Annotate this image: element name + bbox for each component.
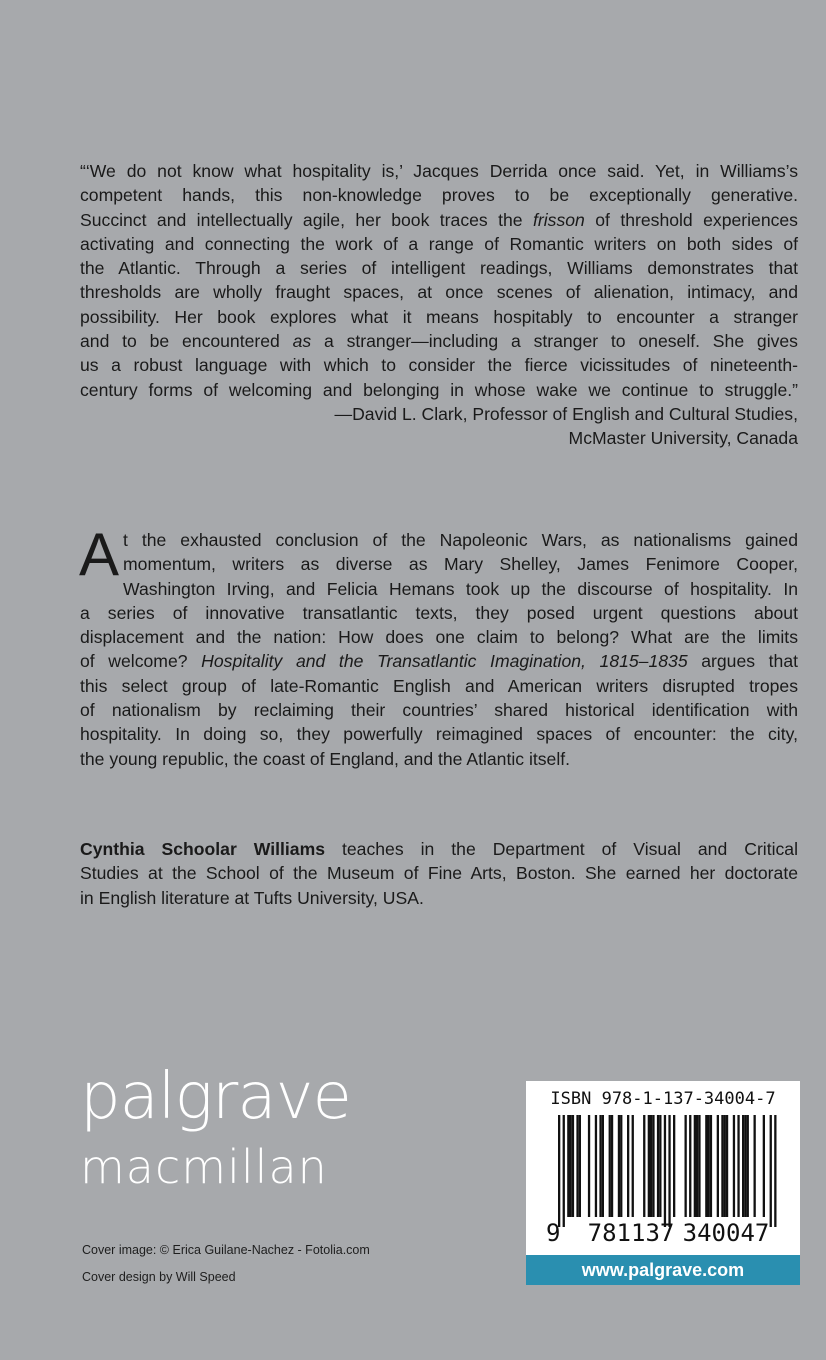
endorsement-text: of threshold experiences — [584, 209, 798, 230]
barcode-bar — [588, 1115, 590, 1217]
endorsement-line: possibility. Her book explores what it means hospitably to encounter a stranger — [80, 306, 798, 327]
endorsement-line: “‘We do not know what hospitality is,’ Jacques Derrida once said. Yet, in Williams’s — [80, 161, 798, 181]
barcode-bar — [694, 1115, 696, 1217]
publisher-logo-palgrave: palgrave — [80, 1060, 351, 1134]
cover-image-credit: Cover image: © Erica Guilane-Nachez - Fotolia.com — [82, 1243, 370, 1257]
synopsis-line: Washington Irving, and Felicia Hemans took up the discourse of hospitality. In — [123, 578, 798, 599]
barcode-bar — [673, 1115, 675, 1217]
barcode-bar — [708, 1115, 710, 1217]
barcode-bar — [685, 1115, 687, 1217]
barcode-bar — [570, 1115, 572, 1217]
barcode-bar — [726, 1115, 728, 1217]
book-synopsis — [79, 521, 799, 771]
barcode-digits-right: 340047 — [682, 1219, 770, 1247]
isbn-barcode — [526, 1081, 800, 1255]
barcode-bar — [705, 1115, 707, 1217]
barcode-bar — [602, 1115, 604, 1217]
barcode-graphic — [526, 1081, 800, 1255]
barcode-bar — [721, 1115, 723, 1217]
barcode-bar — [632, 1115, 634, 1217]
bio-line: in English literature at Tufts University, USA. — [80, 887, 424, 908]
barcode-bar — [717, 1115, 719, 1217]
synopsis-text: of welcome? — [80, 651, 202, 672]
barcode-bar — [572, 1115, 574, 1217]
endorsement-text: and to be encountered — [80, 331, 293, 352]
endorsement-line — [80, 208, 798, 232]
barcode-bar — [742, 1115, 744, 1217]
barcode-bar — [650, 1115, 652, 1217]
barcode-bar — [710, 1115, 712, 1217]
website-url[interactable]: www.palgrave.com — [526, 1255, 800, 1285]
synopsis-line — [80, 649, 798, 673]
author-name: Cynthia Schoolar Williams — [80, 839, 325, 859]
barcode-bar — [611, 1115, 613, 1217]
endorsement-italic: as — [292, 331, 312, 352]
endorsement-line: the Atlantic. Through a series of intelligent readings, Williams demonstrates that — [80, 258, 798, 279]
synopsis-line: displacement and the nation: How does one claim to belong? What are the limits — [80, 627, 798, 648]
synopsis-line: the young republic, the coast of England, and the Atlantic itself. — [80, 748, 571, 769]
barcode-bar — [643, 1115, 645, 1217]
bio-line — [80, 837, 798, 861]
barcode-bar — [620, 1115, 622, 1217]
endorsement-affiliation: McMaster University, Canada — [568, 428, 798, 449]
barcode-bar — [754, 1115, 756, 1217]
barcode-digits-left: 781137 — [587, 1219, 675, 1247]
barcode-bar — [737, 1115, 739, 1217]
barcode-bar — [627, 1115, 629, 1217]
endorsement-italic: frisson — [533, 209, 585, 230]
barcode-bar — [648, 1115, 650, 1217]
barcode-bar — [770, 1115, 772, 1227]
barcode-bar — [744, 1115, 746, 1217]
barcode-digit-first: 9 — [546, 1219, 561, 1247]
barcode-bar — [558, 1115, 560, 1227]
synopsis-line: a series of innovative transatlantic texts, they posed urgent questions about — [80, 602, 798, 623]
endorsement-line — [80, 329, 798, 353]
cover-design-credit: Cover design by Will Speed — [82, 1270, 236, 1284]
synopsis-line: hospitality. In doing so, they powerfully reimagined spaces of encounter: the city, — [80, 724, 798, 745]
barcode-bar — [618, 1115, 620, 1217]
endorsement-attribution: —David L. Clark, Professor of English and Cultural Studies, — [334, 403, 798, 424]
barcode-bar — [668, 1115, 670, 1227]
barcode-bar — [696, 1115, 698, 1217]
bio-text: teaches in the Department of Visual and Critical — [325, 839, 798, 859]
barcode-bar — [609, 1115, 611, 1217]
synopsis-line: this select group of late-Romantic English and American writers disrupted tropes — [80, 675, 798, 696]
barcode-bar — [657, 1115, 659, 1217]
isbn-label: ISBN 978-1-137-34004-7 — [550, 1089, 776, 1109]
barcode-bar — [595, 1115, 597, 1217]
barcode-bar — [563, 1115, 565, 1227]
endorsement-text: Succinct and intellectually agile, her book traces the — [80, 209, 533, 230]
barcode-bar — [763, 1115, 765, 1217]
synopsis-line: of nationalism by reclaiming their countries’ shared historical identification with — [80, 700, 798, 721]
endorsement-line: activating and connecting the work of a range of Romantic writers on both sides of — [80, 233, 798, 254]
synopsis-text: argues that — [687, 651, 799, 672]
barcode-bar — [659, 1115, 661, 1217]
bio-line: Studies at the School of the Museum of Fine Arts, Boston. She earned her doctorate — [80, 863, 798, 884]
barcode-bar — [774, 1115, 776, 1227]
barcode-bar — [698, 1115, 700, 1217]
barcode-bar — [664, 1115, 666, 1227]
barcode-bar — [747, 1115, 749, 1217]
endorsement-line: us a robust language with which to consider the fierce vicissitudes of nineteenth- — [80, 355, 798, 376]
barcode-bar — [599, 1115, 601, 1217]
barcode-bar — [689, 1115, 691, 1217]
author-bio — [80, 837, 798, 910]
barcode-bar — [576, 1115, 578, 1217]
book-title-italic: Hospitality and the Transatlantic Imagination, 1815–1835 — [201, 651, 688, 672]
endorsement-line: century forms of welcoming and belonging in whose wake we continue to struggle.” — [80, 379, 798, 400]
barcode-bar — [567, 1115, 569, 1217]
endorsement-line: competent hands, this non-knowledge proves to be exceptionally generative. — [80, 185, 798, 206]
barcode-bar — [733, 1115, 735, 1217]
synopsis-line: momentum, writers as diverse as Mary Shelley, James Fenimore Cooper, — [123, 554, 798, 575]
drop-cap: A — [79, 521, 120, 588]
synopsis-line: t the exhausted conclusion of the Napoleonic Wars, as nationalisms gained — [123, 530, 798, 550]
endorsement-quote — [80, 159, 798, 451]
barcode-bar — [579, 1115, 581, 1217]
barcode-bar — [652, 1115, 654, 1217]
publisher-logo-macmillan: macmillan — [80, 1140, 328, 1194]
endorsement-text: a stranger—including a stranger to oneself. She gives — [311, 331, 798, 352]
barcode-bar — [724, 1115, 726, 1217]
endorsement-line: thresholds are wholly fraught spaces, at once scenes of alienation, intimacy, and — [80, 282, 798, 303]
